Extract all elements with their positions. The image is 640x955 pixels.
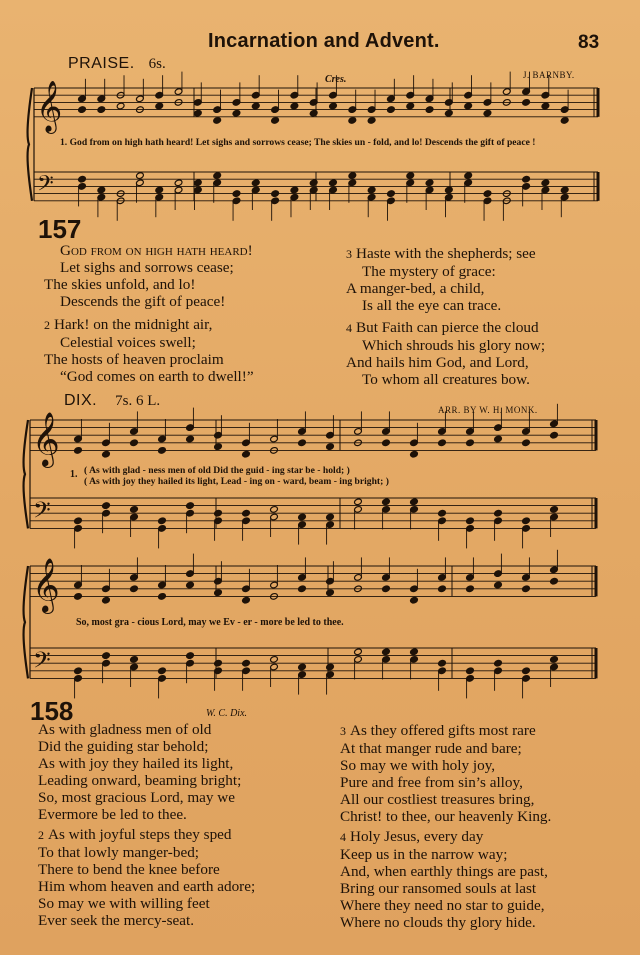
music-lyric-line-3: So, most gra - cious Lord, may we Ev - er - more be led to thee. — [76, 617, 344, 628]
note-head — [130, 656, 139, 664]
verse-line: And hails him God, and Lord, — [346, 354, 529, 371]
note-head — [78, 175, 87, 183]
note-head — [298, 585, 307, 593]
note-head — [326, 513, 335, 521]
page-number: 83 — [578, 32, 600, 53]
note-head — [445, 109, 454, 117]
note-head — [290, 186, 299, 194]
hymn157-verse-4 — [346, 319, 545, 388]
note-head — [329, 179, 338, 187]
system-brace — [24, 420, 28, 528]
note-head — [102, 596, 111, 604]
clef-symbol: 𝄢 — [37, 171, 54, 202]
note-head — [494, 509, 503, 517]
hymn158-verse-1 — [38, 721, 241, 823]
clef-symbol: 𝄞 — [36, 79, 63, 132]
note-head — [214, 659, 223, 667]
note-head — [298, 513, 307, 521]
note-head — [158, 517, 167, 525]
system-brace — [28, 88, 32, 201]
note-head — [522, 99, 531, 107]
note-head — [232, 109, 241, 117]
note-head — [522, 439, 531, 447]
verse-line: God from on high hath heard! — [60, 242, 253, 259]
note-head — [158, 667, 167, 675]
note-head — [214, 443, 223, 451]
hymn-number-157: 157 — [38, 214, 82, 244]
note-head — [483, 109, 492, 117]
note-head — [550, 431, 559, 439]
verse-line: So may we with willing feet — [38, 895, 210, 912]
verse-line: Celestial voices swell; — [60, 334, 196, 351]
system-brace — [24, 566, 28, 678]
tune-meter: 7s. 6 L. — [115, 393, 161, 409]
note-head — [298, 439, 307, 447]
note-head — [425, 106, 434, 114]
music-verse-number: 1. — [70, 469, 78, 480]
note-head — [410, 450, 419, 458]
verse-line: As with joyful steps they sped — [48, 826, 232, 843]
note-head — [158, 593, 167, 601]
chapter-title: Incarnation and Advent. — [208, 30, 440, 52]
verse-line: Did the guiding star behold; — [38, 738, 209, 755]
verse-number: 4 — [340, 830, 346, 844]
note-head — [194, 179, 203, 187]
note-head — [97, 106, 106, 114]
note-head — [550, 506, 559, 514]
verse-line: “God comes on earth to dwell!” — [60, 368, 254, 385]
note-head — [194, 109, 203, 117]
note-head — [309, 109, 318, 117]
note-head — [78, 106, 87, 114]
verse-line: To whom all creatures bow. — [362, 371, 530, 388]
note-head — [242, 659, 251, 667]
note-head — [329, 102, 338, 110]
note-head — [466, 667, 475, 675]
verse-line: Bring our ransomed souls at last — [340, 880, 537, 897]
clef-symbol: 𝄢 — [33, 647, 51, 679]
note-head — [382, 439, 391, 447]
verse-line: Let sighs and sorrows cease; — [60, 259, 234, 276]
verse-line: As they offered gifts most rare — [350, 722, 536, 739]
verse-line: Is all the eye can trace. — [362, 297, 502, 314]
note-head — [494, 659, 503, 667]
note-head — [186, 435, 195, 443]
verse-line: As with gladness men of old — [38, 721, 212, 738]
verse-number: 2 — [38, 828, 44, 842]
verse-line: Where they need no star to guide, — [340, 897, 545, 914]
verse-number: 3 — [346, 247, 352, 261]
note-head — [522, 667, 531, 675]
note-head — [348, 117, 357, 125]
verse-line: Keep us in the narrow way; — [340, 846, 508, 863]
note-head — [445, 186, 454, 194]
note-head — [116, 102, 125, 110]
note-head — [309, 179, 318, 187]
hymn158-verse-2 — [38, 826, 255, 929]
note-head — [186, 502, 195, 510]
note-head — [97, 186, 106, 194]
note-head — [326, 663, 335, 671]
hymn157-verse-1 — [44, 242, 253, 310]
verse-line: Him whom heaven and earth adore; — [38, 878, 256, 895]
note-head — [550, 656, 559, 664]
note-head — [560, 186, 569, 194]
note-head — [550, 577, 559, 585]
note-head — [354, 648, 363, 656]
note-head — [102, 652, 111, 660]
verse-line: So, most gracious Lord, may we — [38, 789, 235, 806]
note-head — [406, 102, 415, 110]
verse-line: Hark! on the midnight air, — [54, 316, 213, 333]
note-head — [326, 443, 335, 451]
note-head — [74, 447, 83, 455]
verse-line: As with joy they hailed its light, — [38, 755, 234, 772]
note-head — [522, 517, 531, 525]
note-head — [232, 190, 241, 198]
verse-line: But Faith can pierce the cloud — [356, 319, 539, 336]
tune-meter: 6s. — [148, 56, 166, 72]
note-head — [102, 450, 111, 458]
note-head — [251, 179, 260, 187]
note-head — [130, 439, 139, 447]
verse-line: Pure and free from sin’s alloy, — [340, 774, 523, 791]
note-head — [522, 585, 531, 593]
hymn157-verse-3 — [346, 245, 536, 314]
note-head — [242, 450, 251, 458]
note-head — [214, 509, 223, 517]
note-head — [382, 648, 391, 656]
verse-line: Ever seek the mercy-seat. — [38, 912, 195, 929]
clef-symbol: 𝄞 — [32, 557, 60, 613]
note-head — [541, 179, 550, 187]
note-head — [290, 102, 299, 110]
note-head — [213, 172, 222, 180]
note-head — [213, 117, 222, 125]
note-head — [242, 509, 251, 517]
hymn158-verse-3 — [340, 722, 551, 825]
note-head — [387, 106, 396, 114]
verse-line: Which shrouds his glory now; — [362, 337, 546, 354]
note-head — [464, 172, 473, 180]
note-head — [102, 502, 111, 510]
arranger-credit: ARR. BY W. H. MONK. — [438, 405, 538, 415]
note-head — [271, 190, 280, 198]
note-head — [387, 190, 396, 198]
verse-line: There to bend the knee before — [38, 861, 220, 878]
note-head — [410, 498, 419, 506]
note-head — [251, 102, 260, 110]
note-head — [438, 509, 447, 517]
note-head — [494, 581, 503, 589]
dynamic-marking: Cres. — [325, 74, 347, 85]
note-head — [270, 656, 279, 664]
note-head — [522, 175, 531, 183]
note-head — [186, 652, 195, 660]
note-head — [158, 447, 167, 455]
verse-line: Evermore be led to thee. — [38, 806, 187, 823]
verse-line: A manger-bed, a child, — [346, 280, 485, 297]
note-head — [410, 648, 419, 656]
verse-line: Haste with the shepherds; see — [356, 245, 536, 262]
music-lyric-line-1: ( As with glad - ness men of old Did the guid - ing star be - hold; ) — [84, 465, 350, 476]
note-head — [410, 596, 419, 604]
note-head — [130, 506, 139, 514]
hymn-number-158: 158 — [30, 696, 74, 726]
note-head — [382, 498, 391, 506]
verse-line: Leading onward, beaming bright; — [38, 772, 242, 789]
music-lyric-line-2: ( As with joy they hailed its light, Lead - ing on - ward, beam - ing bright; ) — [84, 476, 389, 487]
note-head — [270, 506, 279, 514]
note-head — [130, 585, 139, 593]
note-head — [74, 593, 83, 601]
note-head — [464, 102, 473, 110]
verse-line: Christ! to thee, our heavenly King. — [340, 808, 552, 825]
verse-line: The skies unfold, and lo! — [44, 276, 196, 293]
verse-line: All our costliest treasures bring, — [340, 791, 535, 808]
note-head — [541, 102, 550, 110]
note-head — [186, 581, 195, 589]
music-lyric-line: 1. God from on high hath heard! Let sighs and sorrows cease; The skies un - fold, and lo! Descends the gift of peace ! — [60, 137, 536, 148]
verse-number: 4 — [346, 321, 352, 335]
note-head — [466, 585, 475, 593]
note-head — [406, 172, 415, 180]
note-head — [155, 102, 164, 110]
hymn158-verse-4 — [340, 828, 548, 931]
tune-name-dix — [64, 392, 160, 410]
author-credit: W. C. Dix. — [206, 708, 248, 719]
note-head — [155, 186, 164, 194]
hymn157-verse-2 — [44, 316, 254, 385]
note-head — [367, 117, 376, 125]
verse-line: The mystery of grace: — [362, 263, 496, 280]
verse-line: Where no clouds thy glory hide. — [340, 914, 536, 931]
note-head — [74, 667, 83, 675]
note-head — [438, 659, 447, 667]
note-head — [271, 117, 280, 125]
note-head — [354, 498, 363, 506]
note-head — [74, 517, 83, 525]
note-head — [494, 435, 503, 443]
verse-line: At that manger rude and bare; — [340, 740, 522, 757]
note-head — [367, 186, 376, 194]
verse-line: And, when earthly things are past, — [340, 863, 548, 880]
verse-number: 3 — [340, 724, 346, 738]
note-head — [438, 585, 447, 593]
note-head — [438, 439, 447, 447]
verse-line: Descends the gift of peace! — [60, 293, 226, 310]
verse-line: Holy Jesus, every day — [350, 828, 484, 845]
tune-name-praise — [68, 55, 166, 73]
verse-line: To that lowly manger-bed; — [38, 844, 200, 861]
note-head — [174, 179, 183, 187]
verse-number: 2 — [44, 318, 50, 332]
note-head — [214, 589, 223, 597]
tune-name: PRAISE. — [68, 55, 135, 72]
note-head — [382, 585, 391, 593]
note-head — [298, 663, 307, 671]
note-head — [326, 589, 335, 597]
note-head — [136, 172, 145, 180]
composer-credit: J. BARNBY. — [523, 70, 575, 80]
note-head — [425, 179, 434, 187]
tune-name: DIX. — [64, 392, 98, 409]
clef-symbol: 𝄢 — [33, 497, 51, 529]
note-head — [348, 172, 357, 180]
note-head — [466, 517, 475, 525]
note-head — [242, 596, 251, 604]
verse-line: So may we with holy joy, — [340, 757, 496, 774]
note-head — [483, 190, 492, 198]
clef-symbol: 𝄞 — [32, 411, 60, 467]
note-head — [560, 117, 569, 125]
note-head — [466, 439, 475, 447]
verse-line: The hosts of heaven proclaim — [44, 351, 224, 368]
